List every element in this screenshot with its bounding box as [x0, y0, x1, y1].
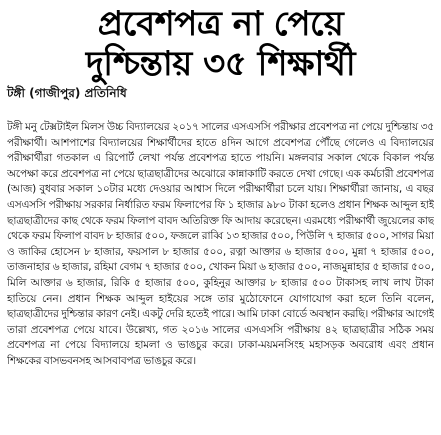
headline-line-1: প্রবেশপত্র না পেয়ে [97, 4, 344, 44]
byline [0, 84, 441, 101]
article-paragraph: টঙ্গী মনু টেক্সটাইল মিলস উচ্চ বিদ্যালয়ের ২০১৭ সালের এসএসসি পরীক্ষার প্রবেশপত্র না পেয়ে দুশ্চিন্তায় ৩৫ পরীক্ষার্থী। আশপাশের বিদ্যালয়ের শিক্ষার্থীদের হাতে ৪দিন আগে প্রবেশপত্র পৌঁছে গেলেও এ বিদ্যালয়ের পরীক্ষার্থীরা গতকাল এ রিপোর্ট লেখা পর্যন্ত প্রবেশপত্র হাতে পায়নি। মঙ্গলবার সকাল থেকে বিকাল পর্যন্ত অপেক্ষা করে প্রবেশপত্র না পেয়ে ছাত্রছাত্রীদের অঝোরে কান্নাকাটি করতে দেখা গেছে। এক কর্মচারী প্রবেশপত্র (আজ) বুধবার সকাল ১০টার মধ্যে দেওয়ার আশ্বাস দিলে পরীক্ষার্থীরা চলে যায়। শিক্ষার্থীরা জানায়, এ বছর এসএসসি পরীক্ষায় সরকার নির্ধারিত ফরম ফিলাপের ফি ১ হাজার ৯৮০ টাকা হলেও প্রধান শিক্ষক আব্দুল হাই ছাত্রছাত্রীদের কাছ থেকে ফরম ফিলাপ বাবদ অতিরিক্ত ফি আদায় করেছেন। এরমধ্যে পরীক্ষার্থী জুয়েলের কাছ থেকে ফরম ফিলাপ বাবদ ৮ হাজার ৫০০, ফজলে রাব্বি ১৩ হাজার ৫০০, পিউলি ৭ হাজার ৫০০, সাগর মিয়া ও জাকির হোসেন ৮ হাজার, ফয়সাল ৮ হাজার ৫০০, রত্না আক্তার ৬ হাজার ৫০০, মুন্না ৭ হাজার ৫০০, তাজনাহার ৬ হাজার, রহিমা বেগম ৭ হাজার ৫০০, খোকন মিয়া ৬ হাজার ৫০০, নাজমুন্নাহার ৫ হাজার ৫০০, মিলি আক্তার ৬ হাজার, রিকি ৫ হাজার ৫০০, কুহিনুর আক্তার ৮ হাজার ৫০০ টাকাসহ লাখ লাখ টাকা হাতিয়ে নেন। প্রধান শিক্ষক আব্দুল হাইয়ের সঙ্গে তার মুঠোফোনে যোগাযোগ করা হলে তিনি বলেন, ছাত্রছাত্রীদের দুশ্চিন্তার কারণ নেই। একটু দেরি হতেই পারে। আমি ঢাকা বোর্ডে অবস্থান করছি। পরীক্ষার আগেই তারা প্রবেশপত্র পেয়ে যাবে। উল্লেখ্য, গত ২০১৬ সালের এসএসসি পরীক্ষায় ৪২ ছাত্রছাত্রীর সঠিক সময় প্রবেশপত্র না পেয়ে বিদ্যালয়ে হামলা ও ভাঙচুর করে। ঢাকা-ময়মনসিংহ মহাসড়ক অবরোধ এবং প্রধান শিক্ষকের বাসভবনসহ আসবাবপত্র ভাঙচুর করে। [7, 121, 434, 367]
byline-place: টঙ্গী (গাজীপুর) [7, 86, 81, 100]
byline-reporter: প্রতিনিধি [84, 86, 127, 100]
headline-line-2: দুশ্চিন্তায় ৩৫ শিক্ষার্থী [85, 44, 356, 84]
headline [0, 0, 441, 84]
article-body [7, 120, 434, 432]
